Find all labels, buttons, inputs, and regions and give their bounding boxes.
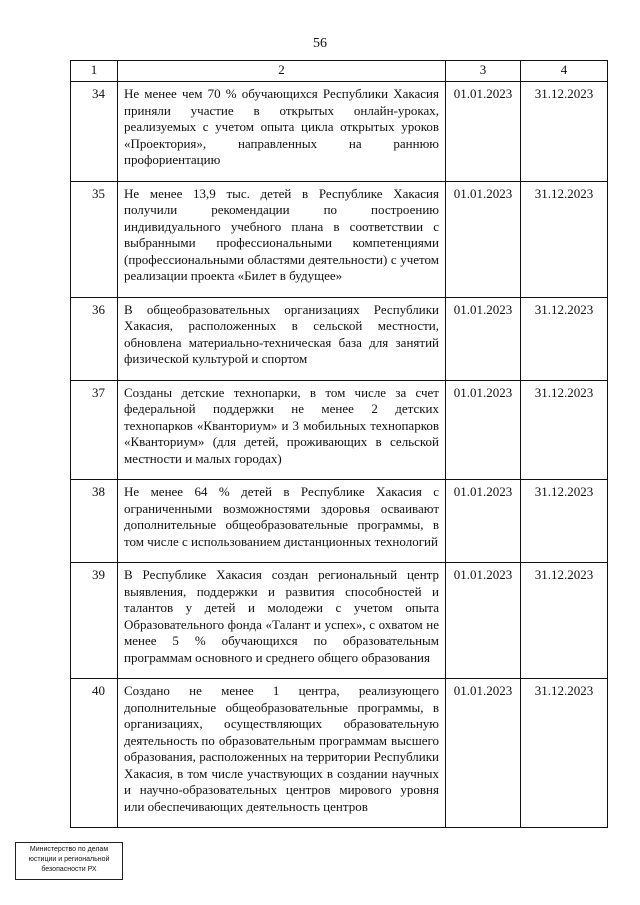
end-date: 31.12.2023	[521, 181, 608, 297]
table-row	[71, 181, 608, 297]
start-date: 01.01.2023	[446, 82, 521, 182]
row-number: 37	[71, 380, 118, 480]
column-header: 3	[446, 61, 521, 82]
row-description: Не менее 64 % детей в Республике Хакасия с ограниченными возможностями здоровья осваивают дополнительные общеобразовательные программы, в том числе с использованием дистанционных технологий	[118, 480, 446, 563]
end-date: 31.12.2023	[521, 563, 608, 679]
end-date: 31.12.2023	[521, 679, 608, 828]
row-number: 36	[71, 297, 118, 380]
table-row	[71, 297, 608, 380]
start-date: 01.01.2023	[446, 181, 521, 297]
end-date: 31.12.2023	[521, 82, 608, 182]
table-row	[71, 82, 608, 182]
table-row	[71, 563, 608, 679]
row-number: 40	[71, 679, 118, 828]
registration-stamp	[15, 842, 123, 880]
table-row	[71, 679, 608, 828]
row-number: 38	[71, 480, 118, 563]
start-date: 01.01.2023	[446, 679, 521, 828]
row-description: Не менее чем 70 % обучающихся Республики Хакасия приняли участие в открытых онлайн-уроках, реализуемых с учетом опыта цикла открытых уроков «Проектория», направленных на раннюю профориентацию	[118, 82, 446, 182]
stamp-line: юстиции и региональной	[28, 856, 110, 863]
table-header-row	[71, 61, 608, 82]
end-date: 31.12.2023	[521, 380, 608, 480]
start-date: 01.01.2023	[446, 563, 521, 679]
row-description: В Республике Хакасия создан региональный центр выявления, поддержки и развития способностей и талантов у детей и молодежи с учетом опыта Образовательного фонда «Талант и успех», с охватом не менее 5 % обучающихся по образовательным программам основного и среднего общего образования	[118, 563, 446, 679]
table-row	[71, 480, 608, 563]
row-description: Создано не менее 1 центра, реализующего дополнительные общеобразовательные программы, в организациях, осуществляющих образовательную деятельность по образовательным программам высшего образования, расположенных на территории Республики Хакасия, в том числе участвующих в создании научных и научно-образовательных центров мирового уровня или обеспечивающих деятельность центров	[118, 679, 446, 828]
table-row	[71, 380, 608, 480]
row-number: 35	[71, 181, 118, 297]
row-number: 39	[71, 563, 118, 679]
row-description: В общеобразовательных организациях Республики Хакасия, расположенных в сельской местности, обновлена материально-техническая база для занятий физической культурой и спортом	[118, 297, 446, 380]
end-date: 31.12.2023	[521, 297, 608, 380]
column-header: 4	[521, 61, 608, 82]
column-header: 1	[71, 61, 118, 82]
start-date: 01.01.2023	[446, 297, 521, 380]
start-date: 01.01.2023	[446, 480, 521, 563]
stamp-line: Министерство по делам	[29, 846, 109, 853]
plan-table	[70, 60, 608, 828]
column-header: 2	[118, 61, 446, 82]
end-date: 31.12.2023	[521, 480, 608, 563]
page-number: 56	[313, 36, 327, 51]
row-description: Созданы детские технопарки, в том числе за счет федеральной поддержки не менее 2 детских технопарков «Кванториум» и 3 мобильных технопарков «Кванториум» (для детей, проживающих в сельской местности и малых городах)	[118, 380, 446, 480]
row-number: 34	[71, 82, 118, 182]
row-description: Не менее 13,9 тыс. детей в Республике Хакасия получили рекомендации по построению индивидуального учебного плана в соответствии с выбранными профессиональными компетенциями (профессиональными областями деятельности) с учетом реализации проекта «Билет в будущее»	[118, 181, 446, 297]
start-date: 01.01.2023	[446, 380, 521, 480]
stamp-line: безопасности РХ	[41, 866, 97, 873]
